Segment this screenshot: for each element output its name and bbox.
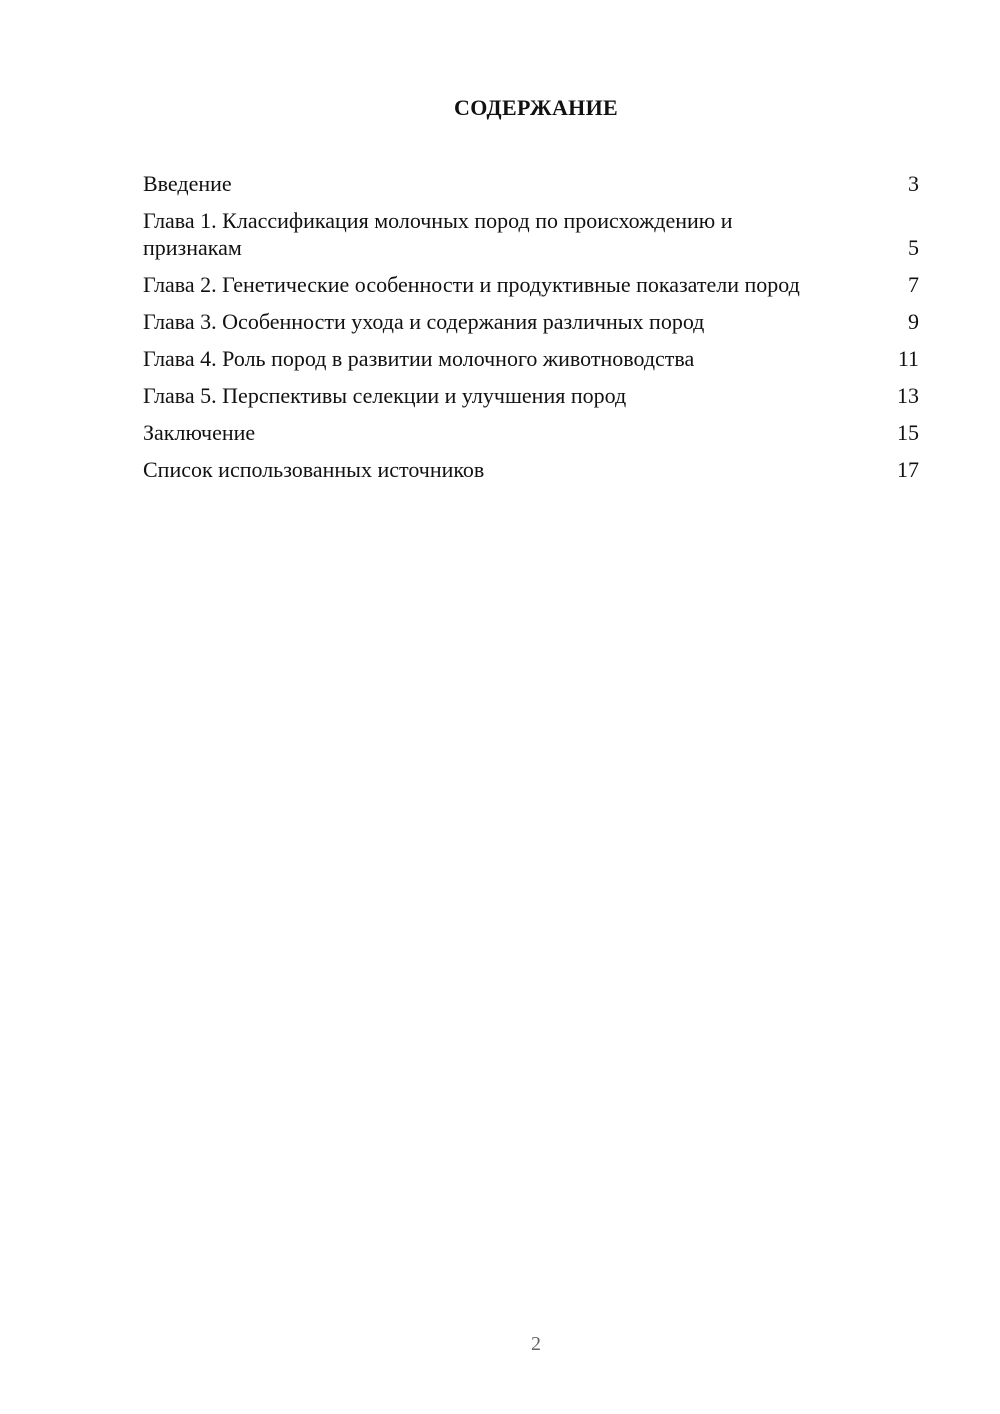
toc-entry: [143, 308, 919, 335]
page-number: 2: [531, 1333, 541, 1355]
toc-entry-label: Глава 3. Особенности ухода и содержания различных пород: [143, 309, 705, 334]
toc-entry-page: 11: [897, 346, 919, 371]
toc-entry-page: 3: [908, 171, 919, 196]
toc-entry: [143, 456, 919, 483]
toc-entry: [143, 170, 919, 197]
toc-entry-page: 15: [897, 420, 919, 445]
toc-entry-label: Заключение: [143, 420, 256, 445]
toc-entry-page: 9: [908, 309, 919, 334]
toc-entry: [143, 345, 919, 372]
toc-entry: [143, 382, 919, 409]
toc-entry-label: Глава 2. Генетические особенности и продуктивные показатели пород: [143, 272, 800, 297]
toc-entry: [143, 271, 919, 298]
page-title: СОДЕРЖАНИЕ: [454, 95, 618, 120]
toc-entry: [143, 419, 919, 446]
toc-entry-page: 13: [897, 383, 919, 408]
table-of-contents: [143, 170, 919, 493]
toc-entry-label: Список использованных источников: [143, 457, 485, 482]
toc-entry-label: Глава 1. Классификация молочных пород по происхождению и признакам: [143, 208, 733, 260]
toc-entry-label: Глава 4. Роль пород в развитии молочного животноводства: [143, 346, 695, 371]
toc-entry-label: Введение: [143, 171, 232, 196]
toc-entry-page: 17: [897, 457, 919, 482]
toc-entry: [143, 207, 919, 261]
toc-entry-page: 7: [908, 272, 919, 297]
toc-entry-label: Глава 5. Перспективы селекции и улучшения пород: [143, 383, 627, 408]
toc-entry-page: 5: [908, 235, 919, 260]
